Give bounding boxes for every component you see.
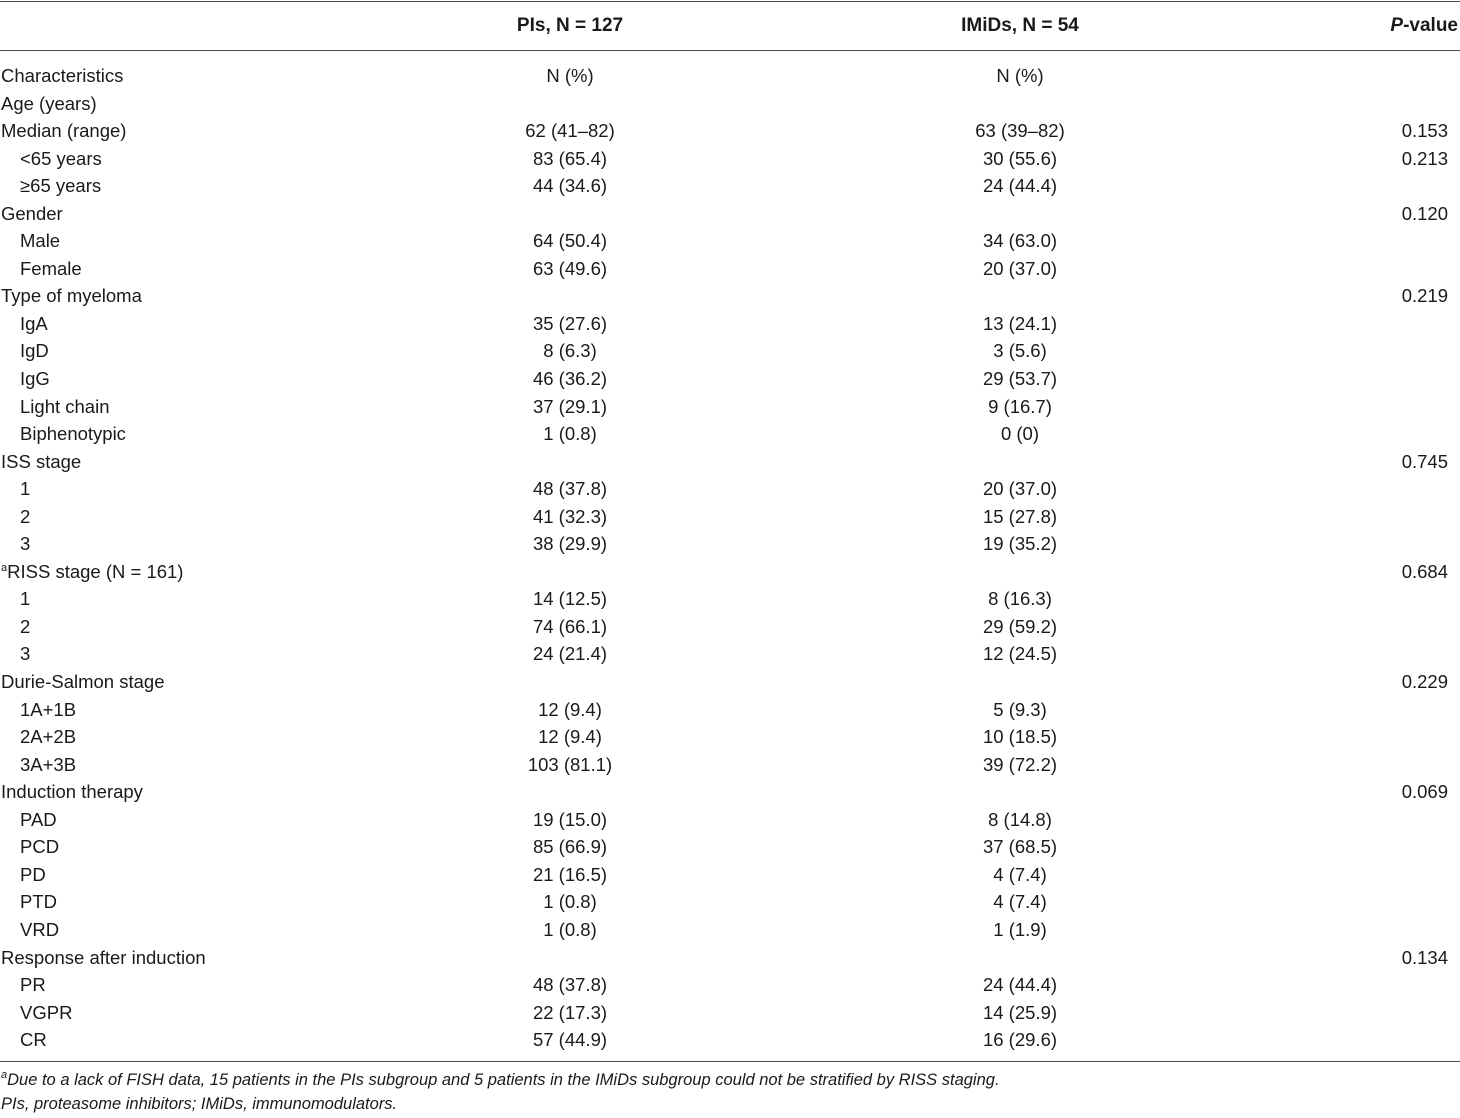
pis-value: 62 (41–82) (525, 120, 615, 142)
pis-value: 103 (81.1) (527, 753, 613, 775)
pis-value: 12 (9.4) (538, 726, 602, 748)
row-label: Gender (1, 202, 63, 224)
imids-value: 10 (18.5) (982, 726, 1058, 748)
imids-value: 24 (44.4) (982, 175, 1058, 197)
footnote-marker: a (1, 561, 8, 574)
imids-value: 12 (24.5) (982, 643, 1058, 665)
table-row (0, 503, 1460, 531)
imids-value: 19 (35.2) (982, 533, 1058, 555)
p-value: 0.229 (1401, 671, 1448, 693)
row-label: VRD (20, 918, 60, 940)
header-rule (0, 50, 1460, 51)
imids-value: 20 (37.0) (982, 478, 1058, 500)
row-label: Durie-Salmon stage (1, 671, 165, 693)
table-bottom-rule (0, 1061, 1460, 1062)
header-pis: PIs, N = 127 (516, 15, 624, 36)
table-row (0, 696, 1460, 724)
table-row (0, 944, 1460, 972)
p-value: 0.219 (1401, 285, 1448, 307)
imids-value: 13 (24.1) (982, 312, 1058, 334)
characteristics-table (0, 62, 1460, 1054)
row-label: 1A+1B (20, 698, 77, 720)
pis-value: 1 (0.8) (543, 891, 597, 913)
row-label: Female (20, 257, 82, 279)
row-label: 2 (20, 505, 31, 527)
imids-value: 15 (27.8) (982, 505, 1058, 527)
row-label: 3A+3B (20, 753, 77, 775)
row-label: Type of myeloma (1, 285, 142, 307)
footnote-a-text: Due to a lack of FISH data, 15 patients in the PIs subgroup and 5 patients in the IMiDs subgroup could not be stratified by RISS staging. (7, 1071, 1000, 1089)
table-row (0, 530, 1460, 558)
row-label: CR (20, 1029, 47, 1051)
pis-value: 57 (44.9) (532, 1029, 608, 1051)
imids-value: 34 (63.0) (982, 230, 1058, 252)
row-label: 2A+2B (20, 726, 77, 748)
table-row (0, 613, 1460, 641)
imids-value: 8 (16.3) (988, 588, 1052, 610)
pis-value: 19 (15.0) (532, 808, 608, 830)
table-row (0, 420, 1460, 448)
table-row (0, 393, 1460, 421)
table-row (0, 668, 1460, 696)
p-value: 0.213 (1401, 147, 1448, 169)
row-label: PR (20, 974, 46, 996)
table-row (0, 475, 1460, 503)
table-row (0, 778, 1460, 806)
row-label: Characteristics (1, 65, 124, 86)
imids-value: 4 (7.4) (993, 863, 1047, 885)
imids-value: 30 (55.6) (982, 147, 1058, 169)
row-label: ≥65 years (20, 175, 102, 197)
p-value: 0.069 (1401, 781, 1448, 803)
pis-value: N (%) (546, 65, 594, 86)
table-row (0, 916, 1460, 944)
imids-value: 9 (16.7) (988, 395, 1052, 417)
row-label-text: RISS stage (N = 161) (7, 560, 184, 582)
pis-value: 12 (9.4) (538, 698, 602, 720)
table-row (0, 117, 1460, 145)
imids-value: 5 (9.3) (993, 698, 1047, 720)
row-label: VGPR (20, 1001, 73, 1023)
imids-value: 14 (25.9) (982, 1001, 1058, 1023)
row-label: Median (range) (1, 120, 127, 142)
table-row (0, 971, 1460, 999)
table-row (0, 723, 1460, 751)
footnote-a (1, 1068, 1000, 1092)
table-row (0, 640, 1460, 668)
imids-value: 24 (44.4) (982, 974, 1058, 996)
row-label: 2 (20, 615, 31, 637)
p-value: 0.153 (1401, 120, 1448, 142)
pis-value: 83 (65.4) (532, 147, 608, 169)
pis-value: 41 (32.3) (532, 505, 608, 527)
pis-value: 64 (50.4) (532, 230, 608, 252)
imids-value: 37 (68.5) (982, 836, 1058, 858)
imids-value: 3 (5.6) (993, 340, 1047, 362)
imids-value: 20 (37.0) (982, 257, 1058, 279)
table-row (0, 1026, 1460, 1054)
pis-value: 48 (37.8) (532, 974, 608, 996)
table-footnotes (1, 1068, 1000, 1116)
table-row (0, 861, 1460, 889)
imids-value: N (%) (996, 65, 1044, 86)
header-p-value (1390, 12, 1458, 40)
pis-value: 44 (34.6) (532, 175, 608, 197)
table-row (0, 888, 1460, 916)
table-row (0, 282, 1460, 310)
table-row (0, 227, 1460, 255)
header-p-italic: P (1390, 15, 1404, 36)
pis-value: 21 (16.5) (532, 863, 608, 885)
row-label: Biphenotypic (20, 423, 126, 445)
pis-value: 24 (21.4) (532, 643, 608, 665)
imids-value: 0 (0) (1000, 423, 1040, 445)
row-label: <65 years (20, 147, 102, 169)
imids-value: 16 (29.6) (982, 1029, 1058, 1051)
footnote-a-marker: a (1, 1069, 8, 1081)
p-value: 0.120 (1401, 202, 1448, 224)
row-label: IgG (20, 368, 50, 390)
row-label: Age (years) (1, 92, 97, 114)
pis-value: 74 (66.1) (532, 615, 608, 637)
row-label: IgA (20, 312, 48, 334)
pis-value: 37 (29.1) (532, 395, 608, 417)
table-row (0, 806, 1460, 834)
imids-value: 1 (1.9) (993, 918, 1047, 940)
row-label: Induction therapy (1, 781, 143, 803)
imids-value: 63 (39–82) (975, 120, 1065, 142)
imids-value: 29 (53.7) (982, 368, 1058, 390)
footnote-abbreviations: PIs, proteasome inhibitors; IMiDs, immunomodulators. (1, 1095, 398, 1113)
pis-value: 35 (27.6) (532, 312, 608, 334)
header-imids: IMiDs, N = 54 (961, 15, 1079, 36)
row-label: PD (20, 863, 46, 885)
p-value: 0.134 (1401, 946, 1448, 968)
p-value: 0.745 (1401, 450, 1448, 472)
imids-value: 29 (59.2) (982, 615, 1058, 637)
row-label: PCD (20, 836, 60, 858)
table-row (0, 310, 1460, 338)
p-value: 0.684 (1401, 560, 1448, 582)
pis-value: 1 (0.8) (543, 423, 597, 445)
table-row (0, 558, 1460, 586)
pis-value: 85 (66.9) (532, 836, 608, 858)
table-row (0, 145, 1460, 173)
pis-value: 48 (37.8) (532, 478, 608, 500)
row-label: ISS stage (1, 450, 82, 472)
pis-value: 38 (29.9) (532, 533, 608, 555)
table-row (0, 90, 1460, 118)
row-label: IgD (20, 340, 49, 362)
row-label: 1 (20, 588, 31, 610)
pis-value: 14 (12.5) (532, 588, 608, 610)
row-label (1, 558, 183, 585)
row-label: Response after induction (1, 946, 206, 968)
pis-value: 63 (49.6) (532, 257, 608, 279)
row-label: 1 (20, 478, 31, 500)
table-row (0, 172, 1460, 200)
table-row (0, 365, 1460, 393)
imids-value: 39 (72.2) (982, 753, 1058, 775)
table-row (0, 833, 1460, 861)
pis-value: 46 (36.2) (532, 368, 608, 390)
row-label: 3 (20, 643, 31, 665)
table-row (0, 255, 1460, 283)
table-row (0, 448, 1460, 476)
header-p-suffix: -value (1403, 15, 1458, 36)
table-row (0, 200, 1460, 228)
table-top-rule (0, 1, 1460, 2)
row-label: Light chain (20, 395, 110, 417)
table-row (0, 751, 1460, 779)
table-row (0, 337, 1460, 365)
table-row (0, 62, 1460, 90)
table-row (0, 585, 1460, 613)
row-label: Male (20, 230, 61, 252)
pis-value: 22 (17.3) (532, 1001, 608, 1023)
row-label: PAD (20, 808, 57, 830)
pis-value: 8 (6.3) (543, 340, 597, 362)
imids-value: 8 (14.8) (988, 808, 1052, 830)
table-row (0, 999, 1460, 1027)
row-label: PTD (20, 891, 57, 913)
row-label: 3 (20, 533, 31, 555)
pis-value: 1 (0.8) (543, 918, 597, 940)
imids-value: 4 (7.4) (993, 891, 1047, 913)
